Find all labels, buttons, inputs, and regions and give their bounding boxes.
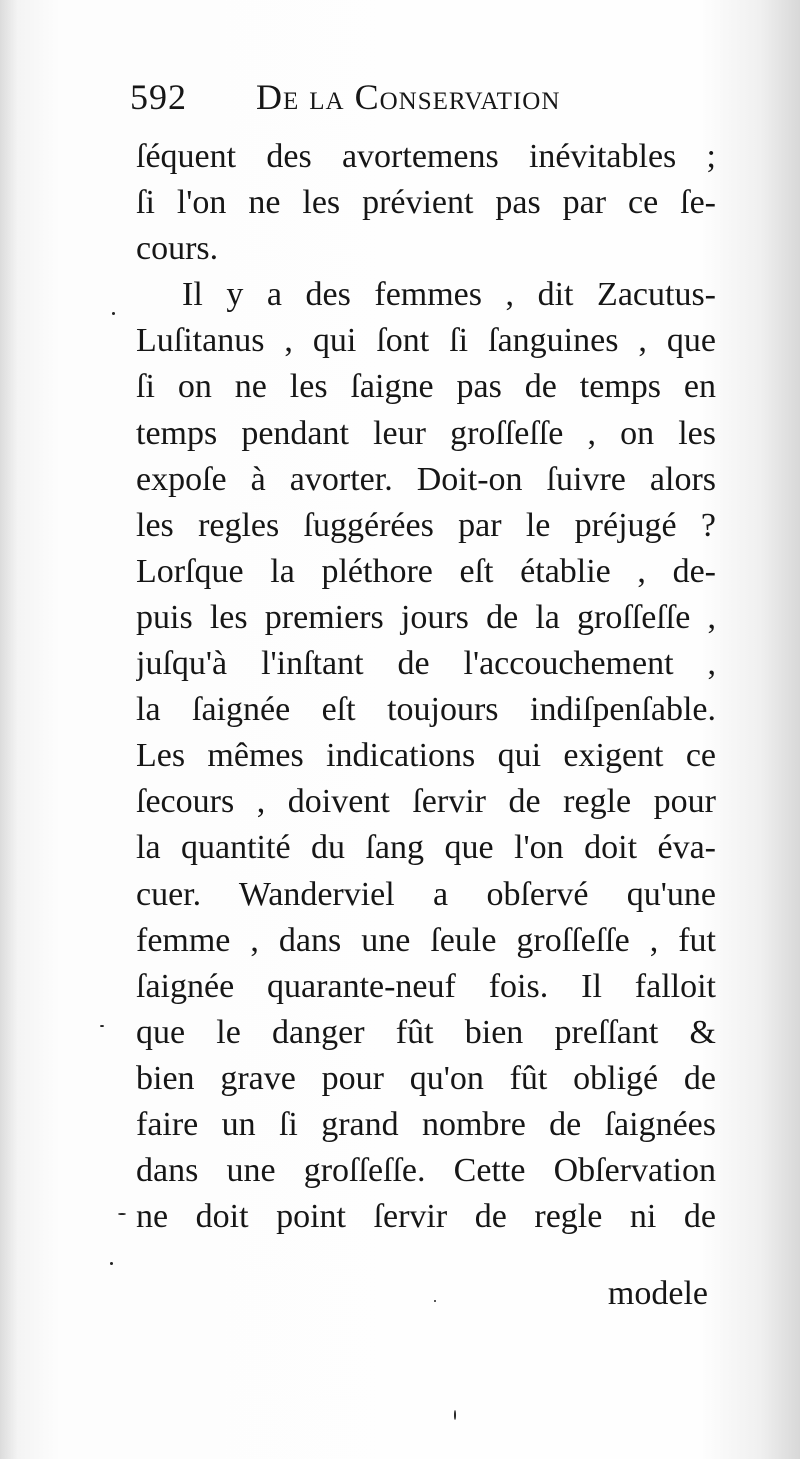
- page-number: 592: [130, 77, 187, 117]
- text-line: bien grave pour qu'on fût obligé de: [136, 1059, 716, 1097]
- text-line: ſi l'on ne les prévient pas par ce ſe-: [136, 184, 716, 222]
- text-line: la ſaignée eſt toujours indiſpenſable.: [136, 691, 716, 729]
- text-line: ſi on ne les ſaigne pas de temps en: [136, 368, 716, 406]
- body-text: [136, 134, 716, 1240]
- text-line: ſaignée quarante-neuf fois. Il falloit: [136, 967, 716, 1005]
- print-speck: [454, 1410, 456, 1420]
- text-line: Les mêmes indications qui exigent ce: [136, 737, 716, 775]
- text-line: expoſe à avorter. Doit-on ſuivre alors: [136, 460, 716, 498]
- text-line: dans une groſſeſſe. Cette Obſervation: [136, 1152, 716, 1190]
- text-line: la quantité du ſang que l'on doit éva-: [136, 829, 716, 867]
- paragraph-start-line: Il y a des femmes , dit Zacutus-: [182, 276, 716, 314]
- text-line: Luſitanus , qui ſont ſi ſanguines , que: [136, 322, 716, 360]
- text-line: ſecours , doivent ſervir de regle pour: [136, 783, 716, 821]
- text-line: les regles ſuggérées par le préjugé ?: [136, 506, 716, 544]
- page-header: [126, 72, 726, 122]
- print-speck: [118, 1213, 126, 1215]
- print-speck: [434, 1300, 436, 1302]
- text-line: ne doit point ſervir de regle ni de: [136, 1198, 716, 1236]
- text-line: puis les premiers jours de la groſſeſſe ,: [136, 598, 716, 636]
- catchword: modele: [607, 1275, 708, 1312]
- print-speck: [112, 312, 115, 315]
- text-line: faire un ſi grand nombre de ſaignées: [136, 1105, 716, 1143]
- text-line: cuer. Wanderviel a obſervé qu'une: [136, 875, 716, 913]
- text-line: femme , dans une ſeule groſſeſſe , fut: [136, 921, 716, 959]
- running-title: De la Conservation: [256, 77, 561, 117]
- print-speck: [100, 1025, 104, 1027]
- text-line: ſéquent des avortemens inévitables ;: [136, 138, 716, 175]
- text-line: juſqu'à l'inſtant de l'accouchement ,: [136, 645, 716, 683]
- text-line: temps pendant leur groſſeſſe , on les: [136, 414, 716, 452]
- text-line: cours.: [136, 230, 219, 268]
- text-line: Lorſque la pléthore eſt établie , de-: [136, 552, 716, 590]
- print-speck: [110, 1262, 113, 1265]
- text-line: que le danger fût bien preſſant &: [136, 1013, 716, 1051]
